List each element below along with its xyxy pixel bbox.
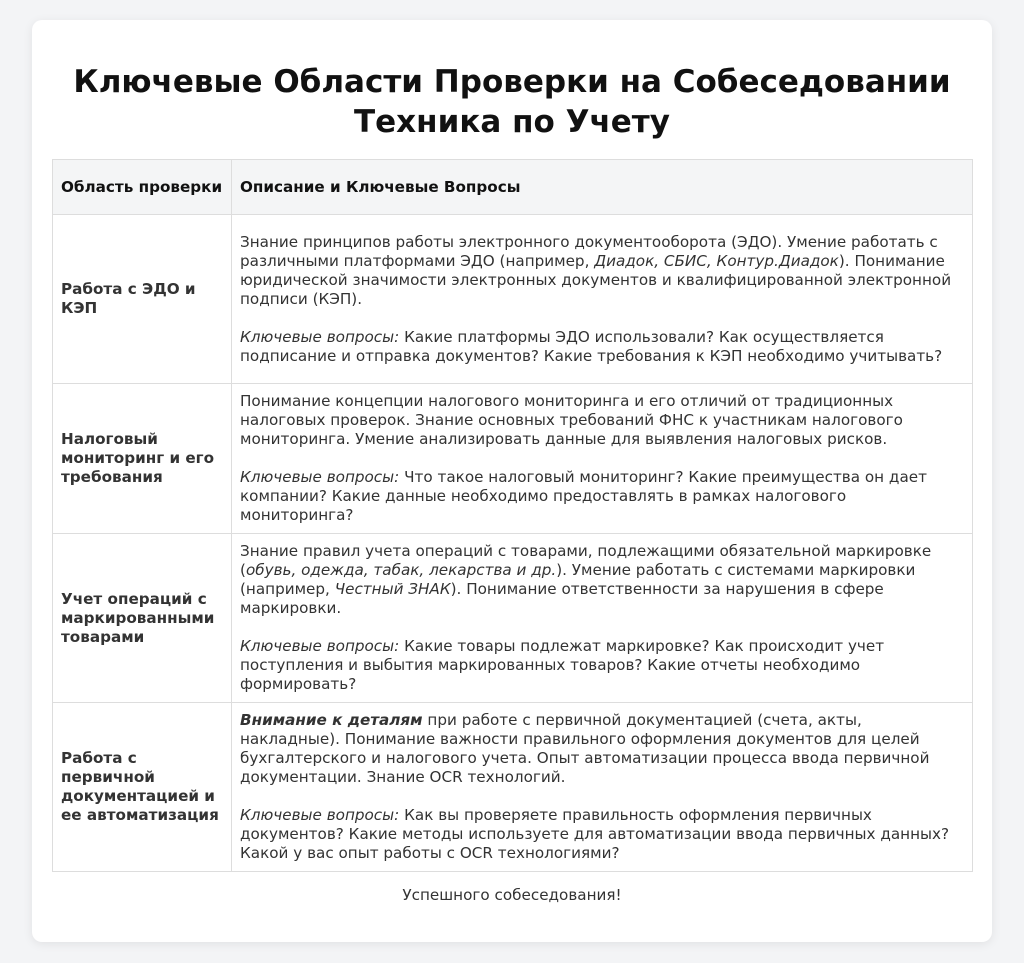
page-title: Ключевые Области Проверки на Собеседовании Техника по Учету (73, 64, 951, 140)
key-questions-label: Ключевые вопросы: (240, 637, 400, 655)
content-card (32, 20, 992, 942)
description-cell (232, 703, 973, 872)
area-cell: Учет операций с маркированными товарами (53, 534, 232, 703)
interview-areas-table (52, 159, 973, 872)
key-questions-label: Ключевые вопросы: (240, 806, 400, 824)
table-row (53, 384, 973, 534)
key-questions (240, 637, 964, 694)
description-text (240, 233, 964, 309)
key-questions (240, 328, 964, 366)
key-questions-text: Какие товары подлежат маркировке? Как происходит учет поступления и выбытия маркированных товаров? Какие отчеты необходимо формировать? (240, 637, 885, 693)
area-cell: Налоговый мониторинг и его требования (53, 384, 232, 534)
description-cell (232, 534, 973, 703)
area-cell: Работа с ЭДО и КЭП (53, 215, 232, 384)
description-text (240, 711, 964, 787)
description-part: ). Понимание ответственности за нарушения в сфере маркировки. (240, 580, 884, 617)
system-example: Честный ЗНАК (334, 580, 451, 598)
table-row (53, 215, 973, 384)
platform-examples: Диадок, СБИС, Контур.Диадок (594, 251, 839, 270)
key-questions-text: Что такое налоговый мониторинг? Какие преимущества он дает компании? Какие данные необходимо предоставлять в рамках налогового мониторинга? (240, 468, 927, 524)
description-part: Знание правил учета операций с товарами, подлежащими обязательной маркировке ( (240, 542, 932, 579)
description-part: при работе с первичной документацией (счета, акты, накладные). Понимание важности правильного оформления документов для целей бухгалтерского и налогового учета. Опыт автоматизации процесса ввода первичной документации. Знание OCR технологий. (240, 711, 930, 786)
description-text (240, 542, 964, 618)
description-part: ). Понимание юридической значимости электронных документов и квалифицированной электронной подписи (КЭП). (240, 251, 952, 308)
goods-examples: обувь, одежда, табак, лекарства и др. (245, 561, 557, 579)
description-part: ). Умение работать с системами маркировки (например, (240, 561, 916, 598)
description-cell (232, 215, 973, 384)
key-questions (240, 806, 964, 863)
key-questions-label: Ключевые вопросы: (240, 468, 400, 486)
key-questions-label: Ключевые вопросы: (240, 327, 400, 346)
attention-to-detail: Внимание к деталям (240, 711, 423, 729)
table-row (53, 703, 973, 872)
description-part: Знание принципов работы электронного документооборота (ЭДО). Умение работать с различными платформами ЭДО (например, (240, 232, 938, 270)
column-header-area: Область проверки (53, 160, 232, 215)
description-text: Понимание концепции налогового мониторинга и его отличий от традиционных налоговых проверок. Знание основных требований ФНС к участникам налогового мониторинга. Умение анализировать данные для выявления налоговых рисков. (240, 392, 903, 448)
key-questions-text: Какие платформы ЭДО использовали? Как осуществляется подписание и отправка документов? Какие требования к КЭП необходимо учитывать? (240, 327, 943, 365)
key-questions (240, 468, 964, 525)
key-questions-text: Как вы проверяете правильность оформления первичных документов? Какие методы используете для автоматизации ввода первичных данных? Какой у вас опыт работы с OCR технологиями? (240, 806, 950, 862)
footer-note: Успешного собеседования! (402, 886, 622, 904)
description-cell (232, 384, 973, 534)
table-header-row (53, 160, 973, 215)
table-row (53, 534, 973, 703)
column-header-description: Описание и Ключевые Вопросы (232, 160, 973, 215)
area-cell: Работа с первичной документацией и ее автоматизация (53, 703, 232, 872)
